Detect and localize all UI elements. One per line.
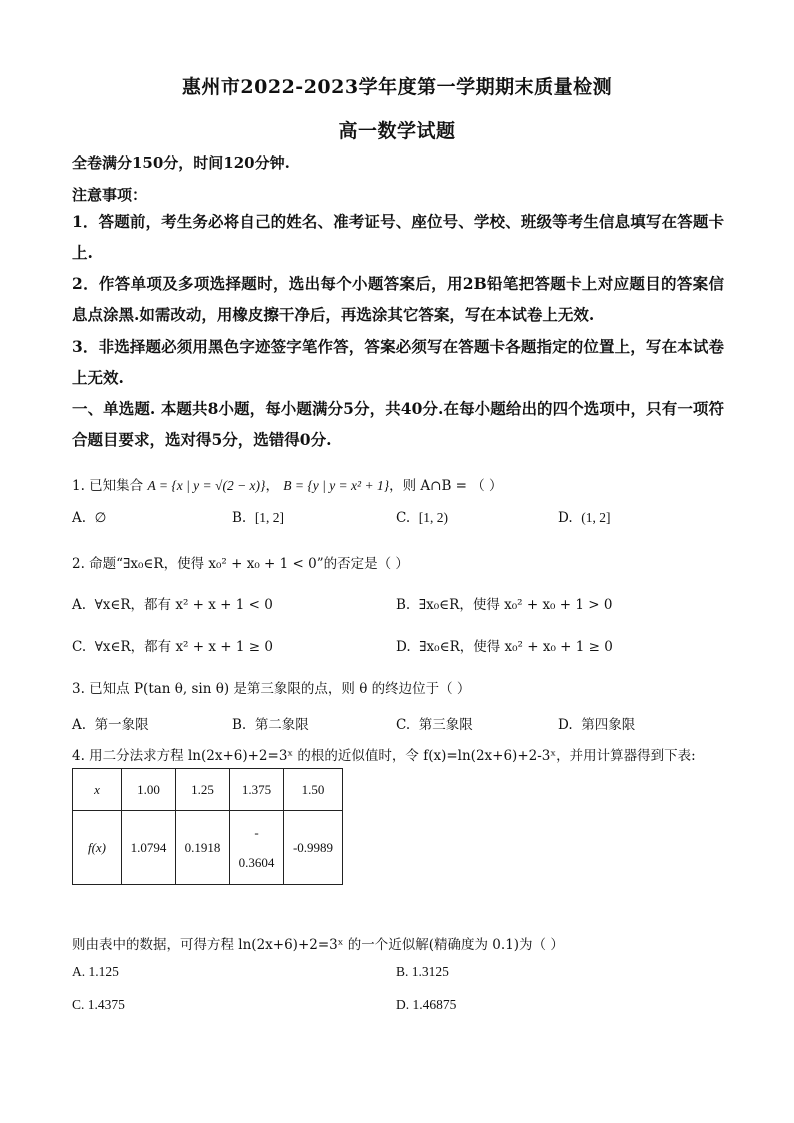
table-cell: [230, 811, 284, 885]
table-cell: f(x): [73, 811, 122, 885]
q4-option-d: D. 1.46875: [396, 997, 457, 1012]
q4-option-b: B. 1.3125: [396, 964, 449, 979]
q1-set-b: B = {y | y = x² + 1}: [283, 478, 390, 493]
q2-option-a: A. ∀x∈R，都有 x² + x + 1 < 0: [72, 597, 273, 613]
notice-2: 2．作答单项及多项选择题时，选出每个小题答案后，用2B铅笔把答题卡上对应题目的答案信息点涂黑.如需改动，用橡皮擦干净后，再选涂其它答案，写在本试卷上无效.: [72, 274, 724, 324]
section-1-heading: 一、单选题. 本题共8小题，每小题满分5分，共40分.在每小题给出的四个选项中，只有一项符合题目要求，选对得5分，选错得0分.: [72, 399, 724, 449]
q1-option-b: B. [1, 2]: [232, 510, 285, 526]
notice-title: 注意事项：: [72, 186, 148, 204]
table-cell: 1.25: [176, 769, 230, 811]
q2-option-c: C. ∀x∈R，都有 x² + x + 1 ≥ 0: [72, 639, 273, 655]
q1-set-a: A = {x | y = √(2 − x)}: [147, 478, 266, 493]
q1-option-a: A. ∅: [72, 510, 107, 526]
q2-option-b: B. ∃x₀∈R，使得 x₀² + x₀ + 1 > 0: [396, 597, 613, 613]
q2-option-d: D. ∃x₀∈R，使得 x₀² + x₀ + 1 ≥ 0: [396, 639, 613, 655]
value-table: [72, 768, 343, 885]
table-cell-value: 0.3604: [238, 854, 275, 870]
score-line: 全卷满分150分，时间120分钟.: [72, 154, 290, 172]
exam-subtitle: 高一数学试题: [338, 120, 456, 142]
table-cell: -0.9989: [284, 811, 343, 885]
q1-prefix: 1. 已知集合: [72, 478, 144, 494]
table-cell: 1.00: [122, 769, 176, 811]
q4-option-c: C. 1.4375: [72, 997, 125, 1012]
table-cell-sign: -: [254, 824, 259, 840]
q1-suffix: ，则 A∩B = （ ）: [389, 478, 503, 494]
question-4-followup: 则由表中的数据，可得方程 ln(2x+6)+2=3ˣ 的一个近似解(精确度为 0.1)为（ ）: [72, 937, 564, 953]
q3-option-b: B. 第二象限: [232, 717, 309, 733]
question-3: 3. 已知点 P(tan θ, sin θ) 是第三象限的点，则 θ 的终边位于（ ）: [72, 681, 471, 697]
table-cell: x: [73, 769, 122, 811]
table-cell: 0.1918: [176, 811, 230, 885]
table-row: [73, 811, 343, 885]
q3-option-d: D. 第四象限: [558, 717, 636, 733]
question-4: 4. 用二分法求方程 ln(2x+6)+2=3ˣ 的根的近似值时，令 f(x)=ln(2x+6)+2-3ˣ，并用计算器得到下表:: [72, 748, 696, 764]
exam-title: 惠州市2022-2023学年度第一学期期末质量检测: [181, 76, 613, 98]
table-row: [73, 769, 343, 811]
question-1: 1. 已知集合 A = {x | y = √(2 − x)}， B = {y | y = x² + 1}，则 A∩B = （ ）: [72, 478, 503, 494]
notice-1: 1．答题前，考生务必将自己的姓名、准考证号、座位号、学校、班级等考生信息填写在答题卡上.: [72, 212, 724, 262]
table-cell: 1.50: [284, 769, 343, 811]
table-cell: 1.375: [230, 769, 284, 811]
q3-option-c: C. 第三象限: [396, 717, 473, 733]
q3-option-a: A. 第一象限: [72, 717, 149, 733]
q4-option-a: A. 1.125: [72, 964, 119, 979]
q1-option-d: D. (1, 2]: [558, 510, 611, 526]
notice-3: 3．非选择题必须用黑色字迹签字笔作答，答案必须写在答题卡各题指定的位置上，写在本试卷上无效.: [72, 337, 724, 387]
table-cell: 1.0794: [122, 811, 176, 885]
q1-option-c: C. [1, 2): [396, 510, 448, 526]
question-2: 2. 命题“∃x₀∈R，使得 x₀² + x₀ + 1 < 0”的否定是（ ）: [72, 556, 409, 572]
